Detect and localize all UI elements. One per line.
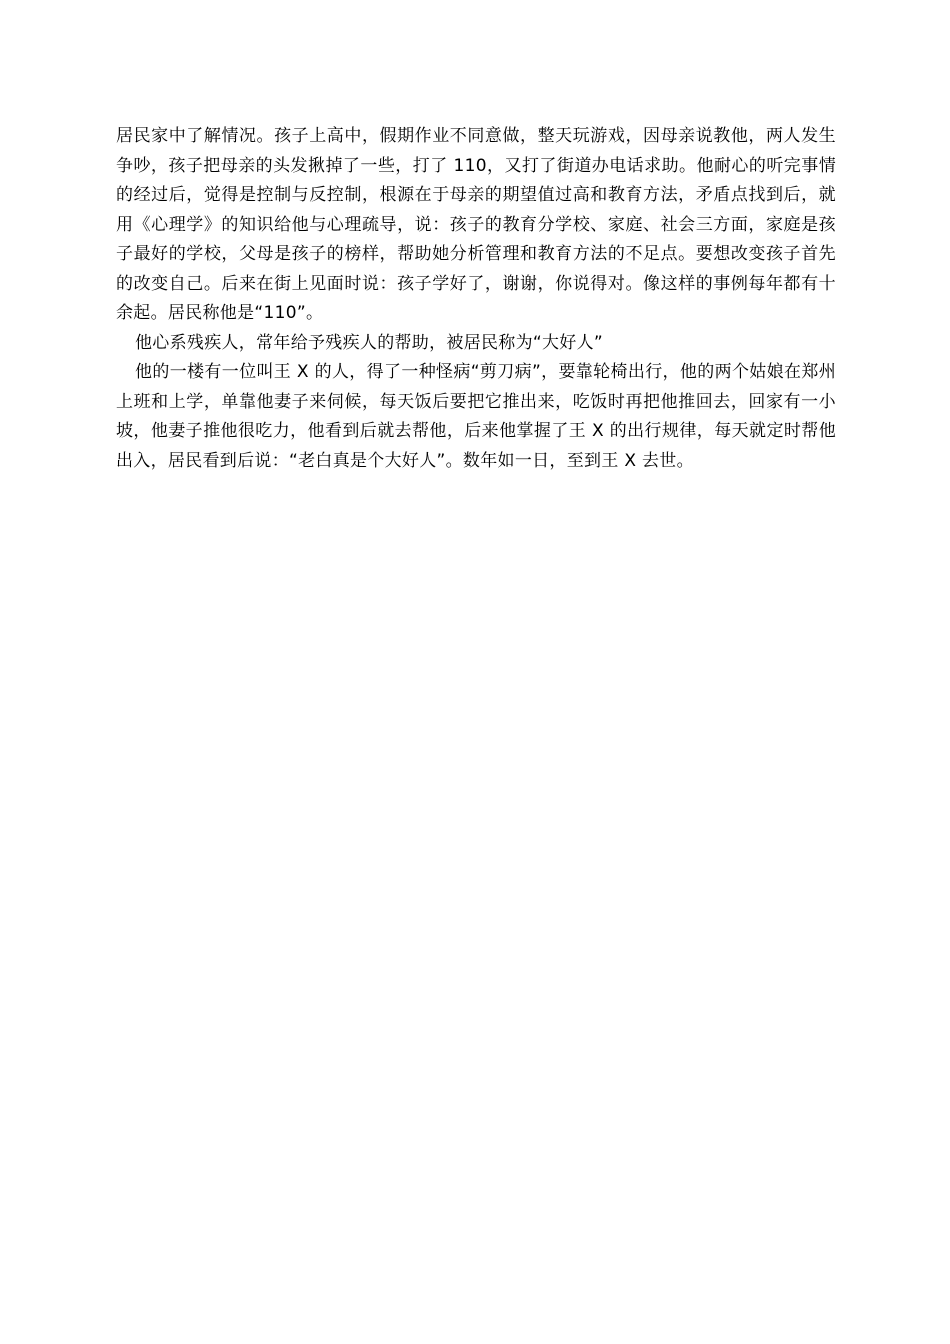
paragraph-2: 他心系残疾人，常年给予残疾人的帮助，被居民称为“大好人” — [135, 332, 604, 353]
paragraph-1: 居民家中了解情况。孩子上高中，假期作业不同意做，整天玩游戏，因母亲说教他，两人发生争吵，孩子把母亲的头发揪掉了一些，打了 110，又打了街道办电话求助。他耐心的听完事情的经过后，觉得是控制与反控制，根源在于母亲的期望值过高和教育方法，矛盾点找到后，就用《心理学》的知识给他与心理疏导，说：孩子的教育分学校、家庭、社会三方面，家庭是孩子最好的学校，父母是孩子的榜样，帮助她分析管理和教育方法的不足点。要想改变孩子首先的改变自己。后来在街上见面时说：孩子学好了，谢谢，你说得对。像这样的事例每年都有十余起。居民称他是“110”。 — [116, 126, 836, 323]
document-page — [116, 122, 836, 476]
paragraph-3: 他的一楼有一位叫王 X 的人，得了一种怪病“剪刀病”，要靠轮椅出行，他的两个姑娘在郑州上班和上学，单靠他妻子来伺候，每天饭后要把它推出来，吃饭时再把他推回去，回家有一小坡，他妻子推他很吃力，他看到后就去帮他，后来他掌握了王 X 的出行规律，每天就定时帮他出入，居民看到后说：“老白真是个大好人”。数年如一日，至到王 X 去世。 — [116, 362, 836, 471]
